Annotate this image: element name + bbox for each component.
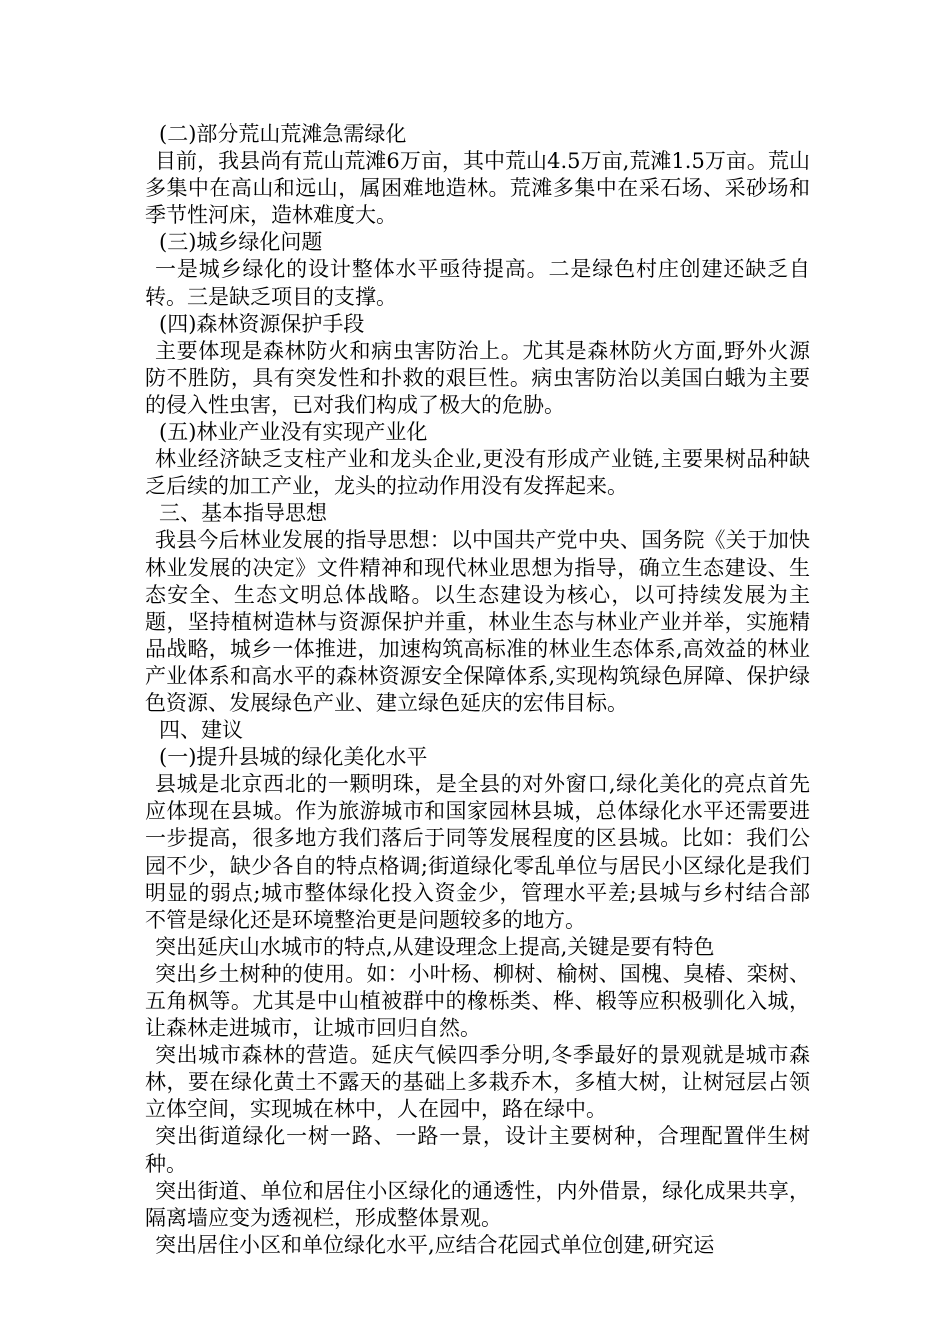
paragraph: 突出街道、单位和居住小区绿化的通透性，内外借景，绿化成果共享，隔离墙应变为透视栏，形成整体景观。: [145, 1178, 810, 1230]
paragraph: 一是城乡绿化的设计整体水平亟待提高。二是绿色村庄创建还缺乏自转。三是缺乏项目的支撑。: [145, 257, 810, 309]
paragraph: 我县今后林业发展的指导思想：以中国共产党中央、国务院《关于加快林业发展的决定》文件精神和现代林业思想为指导，确立生态建设、生态安全、生态文明总体战略。以生态建设为核心，以可持续发展为主题，坚持植树造林与资源保护并重，林业生态与林业产业并举，实施精品战略，城乡一体推进，加速构筑高标准的林业生态体系,高效益的林业产业体系和高水平的森林资源安全保障体系,实现构筑绿色屏障、保护绿色资源、发展绿色产业、建立绿色延庆的宏伟目标。: [145, 528, 810, 715]
paragraph: 突出乡土树种的使用。如：小叶杨、柳树、榆树、国槐、臭椿、栾树、五角枫等。尤其是中山植被群中的橡栎类、桦、椴等应积极驯化入城，让森林走进城市，让城市回归自然。: [145, 961, 810, 1041]
paragraph: 林业经济缺乏支柱产业和龙头企业,更没有形成产业链,主要果树品种缺乏后续的加工产业，龙头的拉动作用没有发挥起来。: [145, 447, 810, 499]
section-heading-2: (二)部分荒山荒滩急需绿化: [159, 122, 407, 146]
chapter-heading-guiding-thought: 三、基本指导思想: [159, 501, 327, 526]
paragraph: 突出街道绿化一树一路、一路一景，设计主要树种，合理配置伴生树种。: [145, 1124, 810, 1176]
paragraph: 突出延庆山水城市的特点,从建设理念上提高,关键是要有特色: [155, 934, 715, 959]
chapter-heading-suggestions: 四、建议: [159, 718, 243, 743]
section-heading-3: (三)城乡绿化问题: [159, 230, 323, 255]
section-heading-5: (五)林业产业没有实现产业化: [159, 420, 428, 445]
paragraph: 县城是北京西北的一颗明珠，是全县的对外窗口,绿化美化的亮点首先应体现在县城。作为旅游城市和国家园林县城，总体绿化水平还需要进一步提高，很多地方我们落后于同等发展程度的区县城。比如：我们公园不少，缺少各自的特点格调;街道绿化零乱单位与居民小区绿化是我们明显的弱点;城市整体绿化投入资金少，管理水平差;县城与乡村结合部不管是绿化还是环境整治更是问题较多的地方。: [145, 772, 810, 932]
paragraph: 目前，我县尚有荒山荒滩6万亩，其中荒山4.5万亩,荒滩1.5万亩。荒山多集中在高山和远山，属困难地造林。荒滩多集中在采石场、采砂场和季节性河床，造林难度大。: [145, 149, 810, 228]
paragraph: 突出城市森林的营造。延庆气候四季分明,冬季最好的景观就是城市森林，要在绿化黄土不露天的基础上多栽乔木，多植大树，让树冠层占领立体空间，实现城在林中，人在园中，路在绿中。: [145, 1043, 810, 1122]
paragraph: 突出居住小区和单位绿化水平,应结合花园式单位创建,研究运: [155, 1232, 715, 1257]
paragraph: 主要体现是森林防火和病虫害防治上。尤其是森林防火方面,野外火源防不胜防，具有突发性和扑救的艰巨性。病虫害防治以美国白蛾为主要的侵入性虫害，已对我们构成了极大的危胁。: [145, 338, 810, 417]
section-heading-1: (一)提升县城的绿化美化水平: [159, 745, 428, 770]
section-heading-4: (四)森林资源保护手段: [159, 311, 365, 336]
document-body: [145, 121, 810, 1259]
